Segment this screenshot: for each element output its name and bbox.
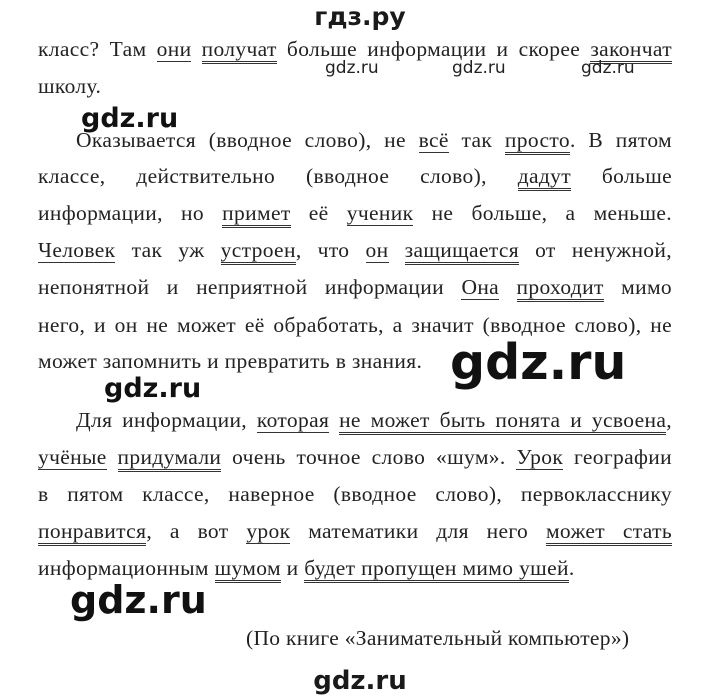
text-segment: Для информации, (76, 408, 257, 432)
text-segment: Оказывается (вводное слово), не (76, 128, 419, 152)
text-segment: , а вот (146, 519, 247, 543)
text-segment: информационным (38, 556, 215, 580)
text-segment: в пятом классе, наверное (вводное слово), первокласснику (38, 482, 672, 506)
text-line (38, 405, 672, 435)
watermark: gdz.ru (104, 373, 202, 404)
predicate-word: просто (505, 128, 570, 155)
predicate-word: дадут (518, 164, 571, 191)
predicate-word: защищается (405, 238, 519, 265)
text-segment: школу. (38, 74, 102, 98)
text-segment: географии (563, 445, 672, 469)
watermark: gdz.ru (70, 578, 207, 622)
text-line (38, 161, 672, 191)
text-segment: информации, но (38, 201, 223, 225)
subject-word: которая (256, 408, 330, 432)
text-segment: очень точное слово «шум». (221, 445, 517, 469)
text-line (38, 235, 672, 265)
text-segment: , (666, 408, 672, 432)
text-segment: от ненужной, (518, 238, 672, 262)
text-segment (107, 445, 118, 469)
subject-word: Она (461, 275, 500, 299)
site-header-title: гдз.ру (314, 2, 406, 31)
text-segment: . (568, 556, 575, 580)
text-line (38, 442, 672, 472)
watermark: gdz.ru (581, 58, 635, 78)
text-segment (329, 408, 339, 432)
text-segment (191, 37, 201, 61)
text-segment: него, и он не может её обработать, а значит (вводное слово), не (38, 313, 672, 337)
subject-word: Урок (516, 445, 564, 469)
watermark: gdz.ru (325, 58, 379, 78)
predicate-word: примет (222, 201, 290, 228)
subject-word: ученик (346, 201, 414, 225)
text-segment: , что (295, 238, 366, 262)
text-segment: больше (571, 164, 672, 188)
text-segment: математики для него (290, 519, 546, 543)
text-segment: . В пятом (569, 128, 672, 152)
predicate-word: шумом (215, 556, 281, 583)
predicate-word: придумали (118, 445, 222, 472)
predicate-word: будет пропущен мимо ушей (304, 556, 569, 583)
text-segment: её (290, 201, 347, 225)
predicate-word: может стать (546, 519, 672, 546)
source-citation: (По книге «Занимательный компьютер») (246, 626, 630, 650)
watermark: gdz.ru (452, 58, 506, 78)
subject-word: урок (246, 519, 291, 543)
text-segment: не больше, а меньше. (413, 201, 672, 225)
text-segment (499, 275, 516, 299)
watermark: gdz.ru (81, 103, 179, 134)
subject-word: всё (418, 128, 449, 152)
text-segment: так (448, 128, 505, 152)
predicate-word: устроен (221, 238, 296, 265)
text-segment: и (280, 556, 305, 580)
text-segment: классе, действительно (вводное слово), (38, 164, 518, 188)
text-segment: непонятной и неприятной информации (38, 275, 462, 299)
text-segment: класс? Там (38, 37, 157, 61)
predicate-word: не может быть понята и усвоена (339, 408, 666, 435)
text-segment: мимо (603, 275, 673, 299)
predicate-word: понравится (38, 519, 146, 546)
subject-word: они (156, 37, 192, 61)
predicate-word: проходит (517, 275, 604, 302)
predicate-word: получат (202, 37, 277, 64)
subject-word: Человек (38, 238, 116, 262)
text-line (38, 272, 672, 302)
text-segment: больше информации и скорее (276, 37, 591, 61)
subject-word: учёные (38, 445, 107, 469)
subject-word: он (365, 238, 389, 262)
text-segment: так уж (115, 238, 221, 262)
text-line (38, 479, 672, 509)
text-line (38, 516, 672, 546)
watermark: gdz.ru (450, 334, 627, 391)
footer-watermark: gdz.ru (313, 666, 407, 696)
text-segment (389, 238, 405, 262)
text-segment: может запомнить и превратить в знания. (38, 349, 423, 373)
text-line (38, 198, 672, 228)
predicate-word: закончат (590, 37, 672, 64)
